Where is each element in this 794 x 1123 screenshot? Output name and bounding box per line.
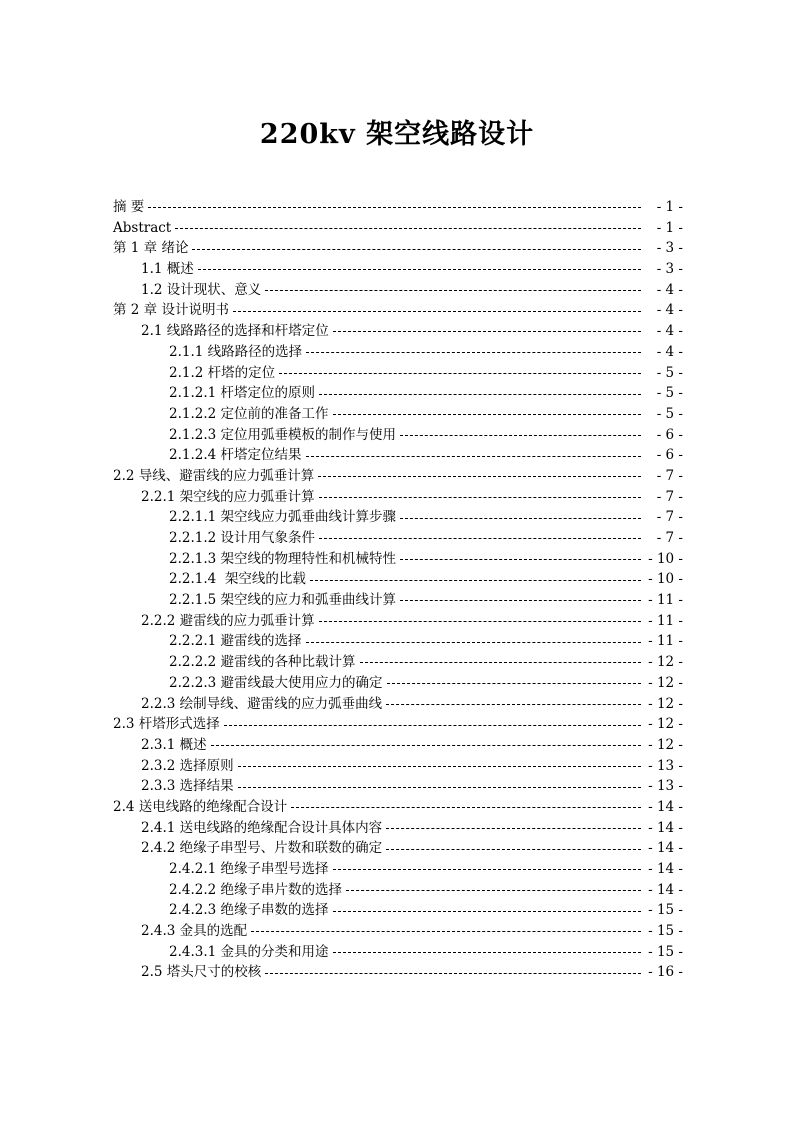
toc-entry-label: 2.4.3.1 金具的分类和用途 <box>169 943 329 960</box>
toc-entry-label: 2.2.1.5 架空线的应力和弧垂曲线计算 <box>169 592 397 609</box>
toc-entry[interactable] <box>113 818 683 839</box>
toc-entry-label: 2.1 线路路径的选择和杆塔定位 <box>141 323 329 340</box>
toc-entry-label: 2.2.3 绘制导线、避雷线的应力弧垂曲线 <box>141 695 383 712</box>
toc-entry-label: 2.3.1 概述 <box>141 736 207 753</box>
toc-entry-label: 2.2.1.3 架空线的物理特性和机械特性 <box>169 550 397 567</box>
toc-entry-label: 2.4.2 绝缘子串型号、片数和联数的确定 <box>141 840 383 857</box>
toc-dot-leader <box>400 435 641 437</box>
toc-entry-page-number: - 10 - <box>648 550 683 567</box>
toc-entry-label: 2.4.1 送电线路的绝缘配合设计具体内容 <box>141 819 383 836</box>
toc-entry-label: 2.4.2.2 绝缘子串片数的选择 <box>169 881 343 898</box>
toc-entry-label: 2.1.2.1 杆塔定位的原则 <box>169 385 316 402</box>
toc-entry-page-number: - 12 - <box>648 695 683 712</box>
toc-dot-leader <box>291 807 641 809</box>
toc-entry-label: 第 2 章 设计说明书 <box>113 302 229 319</box>
toc-entry[interactable] <box>113 445 683 466</box>
toc-entry-page-number: - 12 - <box>648 716 683 733</box>
toc-entry-page-number: - 15 - <box>648 902 683 919</box>
toc-entry-page-number: - 13 - <box>648 757 683 774</box>
toc-entry-page-number: - 4 - <box>656 343 683 360</box>
toc-dot-leader <box>224 725 641 727</box>
toc-entry-page-number: - 7 - <box>656 509 683 526</box>
toc-entry[interactable] <box>113 714 683 735</box>
toc-dot-leader <box>319 497 641 499</box>
toc-entry[interactable] <box>113 218 683 239</box>
toc-entry-page-number: - 6 - <box>656 426 683 443</box>
toc-entry-page-number: - 16 - <box>648 964 683 981</box>
toc-entry-page-number: - 14 - <box>648 819 683 836</box>
toc-entry-page-number: - 4 - <box>656 302 683 319</box>
toc-entry-label: 2.3.2 选择原则 <box>141 757 234 774</box>
toc-dot-leader <box>265 290 641 292</box>
toc-entry-page-number: - 14 - <box>648 881 683 898</box>
toc-entry[interactable] <box>113 383 683 404</box>
toc-dot-leader <box>265 973 641 975</box>
toc-dot-leader <box>333 331 641 333</box>
toc-dot-leader <box>318 476 641 478</box>
toc-entry-label: 2.2.2.2 避雷线的各种比载计算 <box>169 654 356 671</box>
toc-entry-page-number: - 14 - <box>648 798 683 815</box>
toc-entry-page-number: - 5 - <box>656 405 683 422</box>
toc-dot-leader <box>192 249 641 251</box>
toc-entry[interactable] <box>113 259 683 280</box>
toc-entry-page-number: - 11 - <box>648 612 683 629</box>
toc-entry[interactable] <box>113 611 683 632</box>
toc-entry[interactable] <box>113 569 683 590</box>
toc-entry[interactable] <box>113 694 683 715</box>
toc-entry-label: 2.4.2.1 绝缘子串型号选择 <box>169 861 329 877</box>
toc-entry[interactable] <box>113 466 683 487</box>
toc-dot-leader <box>333 952 641 954</box>
toc-entry-page-number: - 11 - <box>648 633 683 650</box>
toc-entry-label: 1.2 设计现状、意义 <box>141 281 262 298</box>
toc-entry-page-number: - 7 - <box>656 488 683 505</box>
toc-entry[interactable] <box>113 776 683 797</box>
toc-dot-leader <box>238 766 641 768</box>
toc-entry-label: 2.4 送电线路的绝缘配合设计 <box>113 798 288 815</box>
toc-dot-leader <box>333 911 641 913</box>
toc-dot-leader <box>386 849 641 851</box>
toc-entry-label: 2.2.2.3 避雷线最大使用应力的确定 <box>169 674 383 691</box>
toc-entry[interactable] <box>113 942 683 963</box>
toc-entry-label: 2.1.2.4 杆塔定位结果 <box>169 447 302 464</box>
toc-entry[interactable] <box>113 756 683 777</box>
toc-entry[interactable] <box>113 859 683 880</box>
toc-entry-label: 2.4.3 金具的选配 <box>141 923 248 940</box>
toc-entry-label: 2.2.1.1 架空线应力弧垂曲线计算步骤 <box>169 509 397 526</box>
toc-entry-page-number: - 5 - <box>656 385 683 402</box>
toc-entry[interactable] <box>113 549 683 570</box>
table-of-contents <box>113 197 683 983</box>
toc-entry[interactable] <box>113 900 683 921</box>
toc-entry[interactable] <box>113 238 683 259</box>
toc-entry[interactable] <box>113 363 683 384</box>
toc-entry-label: 2.3.3 选择结果 <box>141 778 234 795</box>
toc-entry-page-number: - 13 - <box>648 778 683 795</box>
toc-entry[interactable] <box>113 673 683 694</box>
toc-entry[interactable] <box>113 652 683 673</box>
toc-entry-page-number: - 11 - <box>648 592 683 609</box>
toc-dot-leader <box>198 269 641 271</box>
toc-entry[interactable] <box>113 507 683 528</box>
toc-entry-page-number: - 10 - <box>648 571 683 588</box>
toc-dot-leader <box>400 600 641 602</box>
toc-entry-label: 2.1.2 杆塔的定位 <box>169 364 276 381</box>
toc-entry-page-number: - 1 - <box>656 219 683 236</box>
toc-entry-label: 1.1 概述 <box>141 261 194 278</box>
toc-entry-page-number: - 3 - <box>656 240 683 257</box>
toc-entry-label: 第 1 章 绪论 <box>113 240 189 257</box>
toc-entry[interactable] <box>113 797 683 818</box>
toc-dot-leader <box>400 518 641 520</box>
toc-dot-leader <box>360 662 641 664</box>
document-title: 220kv 架空线路设计 <box>259 119 535 150</box>
toc-dot-leader <box>387 683 641 685</box>
toc-dot-leader <box>333 869 641 871</box>
toc-entry-label: 2.3 杆塔形式选择 <box>113 716 220 733</box>
toc-entry[interactable] <box>113 487 683 508</box>
toc-entry[interactable] <box>113 735 683 756</box>
toc-dot-leader <box>319 538 641 540</box>
toc-entry[interactable] <box>113 921 683 942</box>
toc-entry-page-number: - 5 - <box>656 364 683 381</box>
toc-entry[interactable] <box>113 528 683 549</box>
toc-entry-page-number: - 12 - <box>648 674 683 691</box>
toc-entry-label: 2.1.2.3 定位用弧垂模板的制作与使用 <box>169 426 397 443</box>
toc-dot-leader <box>211 745 641 747</box>
toc-dot-leader <box>400 559 641 561</box>
toc-entry-label: Abstract <box>113 219 172 236</box>
toc-dot-leader <box>346 890 641 892</box>
toc-entry[interactable] <box>113 962 683 983</box>
toc-entry-label: 2.2.1.2 设计用气象条件 <box>169 530 316 546</box>
toc-entry-label: 2.2.1 架空线的应力弧垂计算 <box>141 488 315 505</box>
toc-entry[interactable] <box>113 880 683 901</box>
toc-dot-leader <box>386 704 641 706</box>
toc-dot-leader <box>233 311 641 313</box>
toc-dot-leader <box>319 394 641 396</box>
toc-entry-label: 摘 要 <box>113 199 145 215</box>
toc-entry[interactable] <box>113 342 683 363</box>
toc-dot-leader <box>279 373 641 375</box>
toc-dot-leader <box>319 621 641 623</box>
toc-entry[interactable] <box>113 404 683 425</box>
toc-entry-page-number: - 7 - <box>656 467 683 484</box>
toc-entry-page-number: - 14 - <box>648 861 683 877</box>
toc-entry-page-number: - 6 - <box>656 447 683 464</box>
toc-entry[interactable] <box>113 590 683 611</box>
toc-entry[interactable] <box>113 197 683 218</box>
toc-entry-label: 2.2.2 避雷线的应力弧垂计算 <box>141 612 315 629</box>
toc-entry[interactable] <box>113 280 683 301</box>
toc-entry[interactable] <box>113 631 683 652</box>
toc-entry-label: 2.2.2.1 避雷线的选择 <box>169 633 302 650</box>
toc-dot-leader <box>306 642 641 644</box>
toc-entry-page-number: - 12 - <box>648 654 683 671</box>
toc-entry[interactable] <box>113 321 683 342</box>
toc-dot-leader <box>251 931 641 933</box>
toc-entry-page-number: - 15 - <box>648 943 683 960</box>
toc-entry-label: 2.5 塔头尺寸的校核 <box>141 964 262 981</box>
toc-dot-leader <box>386 828 641 830</box>
toc-entry-page-number: - 4 - <box>656 281 683 298</box>
toc-entry-label: 2.4.2.3 绝缘子串数的选择 <box>169 902 329 919</box>
toc-dot-leader <box>306 352 641 354</box>
toc-dot-leader <box>333 414 641 416</box>
toc-entry-page-number: - 1 - <box>656 199 683 215</box>
toc-entry-page-number: - 15 - <box>648 923 683 940</box>
toc-dot-leader <box>148 207 641 209</box>
toc-dot-leader <box>175 228 641 230</box>
toc-entry-page-number: - 14 - <box>648 840 683 857</box>
toc-entry-page-number: - 12 - <box>648 736 683 753</box>
toc-entry-page-number: - 7 - <box>656 530 683 546</box>
toc-entry[interactable] <box>113 425 683 446</box>
toc-dot-leader <box>306 456 641 458</box>
toc-entry[interactable] <box>113 838 683 859</box>
toc-entry[interactable] <box>113 300 683 321</box>
toc-entry-page-number: - 4 - <box>656 323 683 340</box>
toc-entry-page-number: - 3 - <box>656 261 683 278</box>
toc-dot-leader <box>310 580 641 582</box>
toc-entry-label: 2.2.1.4 架空线的比载 <box>169 571 306 588</box>
toc-entry-label: 2.2 导线、避雷线的应力弧垂计算 <box>113 467 315 484</box>
toc-dot-leader <box>238 787 641 789</box>
toc-entry-label: 2.1.2.2 定位前的准备工作 <box>169 405 329 422</box>
toc-entry-label: 2.1.1 线路路径的选择 <box>169 343 303 360</box>
